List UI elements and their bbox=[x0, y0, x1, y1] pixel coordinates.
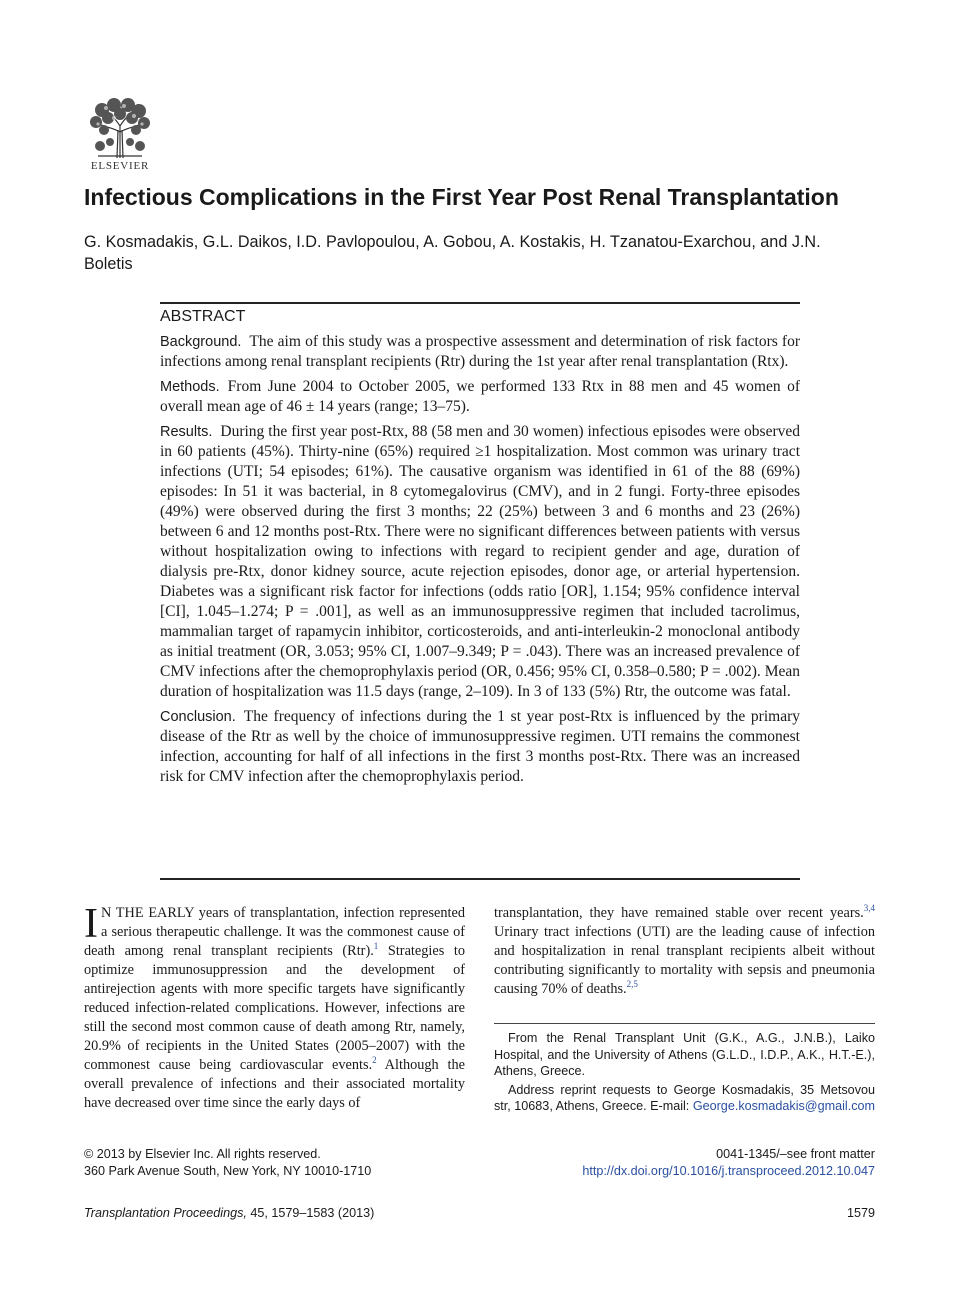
affiliation-text: From the Renal Transplant Unit (G.K., A.G., J.N.B.), Laiko Hospital, and the University of Athens (G.L.D., I.D.P., A.K., H.T.-E.), Athens, Greece. bbox=[494, 1031, 875, 1078]
copyright-line: © 2013 by Elsevier Inc. All rights reserved. bbox=[84, 1147, 321, 1161]
results-text: During the first year post-Rtx, 88 (58 men and 30 women) infectious episodes were observed in 60 patients (45%). Thirty-nine (65%) required ≥1 hospitalization. Most common was urinary tract infections (UTI; 54 episodes; 61%). The causative organism was identified in 61 of the 88 (69%) episodes: In 51 it was bacterial, in 8 cytomegalovirus (CMV), and in 2 fungi. Forty-three episodes (49%) were observed during the first 3 months; 22 (25%) between 3 and 6 months and 23 (26%) between 6 and 12 months post-Rtx. There were no significant differences between patients with versus without hospitalization owing to infections with regard to recipient gender and age, duration of dialysis pre-Rtx, donor kidney source, acute rejection episodes, donor age, or arterial hypertension. Diabetes was a significant risk factor for infections (odds ratio [OR], 1.154; 95% confidence interval [CI], 1.045–1.274; P = .001], as well as an immunosuppressive regimen that included tacrolimus, mammalian target of rapamycin inhibitor, corticosteroids, and anti-interleukin-2 monoclonal antibody as initial treatment (OR, 3.053; 95% CI, 1.007–9.349; P = .043). There was an increased prevalence of CMV infections after the chemoprophylaxis period (OR, 0.456; 95% CI, 0.358–0.580; P = .002). Mean duration of hospitalization was 11.5 days (range, 2–109). In 3 of 133 (5%) Rtr, the outcome was fatal. bbox=[160, 423, 800, 700]
methods-text: From June 2004 to October 2005, we performed 133 Rtx in 88 men and 45 women of overall mean age of 46 ± 14 years (range; 13–75). bbox=[160, 378, 800, 415]
drop-cap: I bbox=[84, 901, 98, 947]
conclusion-label: Conclusion. bbox=[160, 709, 236, 725]
body-column-right bbox=[494, 904, 875, 999]
body-column-left bbox=[84, 901, 465, 1113]
reprint-address bbox=[494, 1082, 875, 1115]
abstract-conclusion bbox=[160, 707, 800, 787]
abstract-background bbox=[160, 332, 800, 372]
intro-paragraph bbox=[84, 901, 465, 1113]
email-link[interactable]: George.kosmadakis@gmail.com bbox=[692, 1099, 875, 1113]
intro-text-5: Urinary tract infections (UTI) are the leading cause of infection and hospitalization in renal transplant recipients albeit without contributing significantly to mortality with sepsis and pneumonia causing 70% of deaths. bbox=[494, 924, 875, 997]
background-label: Background. bbox=[160, 334, 242, 350]
publisher-address: 360 Park Avenue South, New York, NY 10010-1710 bbox=[84, 1164, 372, 1178]
citation-ref[interactable]: 2 bbox=[372, 1055, 377, 1066]
intro-text-1: N THE EARLY years of transplantation, infection represented a serious therapeutic challenge. It was the commonest cause of death among renal transplant recipients (Rtr). bbox=[84, 905, 465, 959]
background-text: The aim of this study was a prospective assessment and determination of risk factors for infections among renal transplant recipients (Rtr) during the 1st year after renal transplantation (Rtx). bbox=[160, 333, 800, 370]
conclusion-text: The frequency of infections during the 1 st year post-Rtx is influenced by the primary disease of the Rtr as well by the choice of immunosuppressive regimen. UTI remains the commonest infection, accounting for half of all infections in the first 3 months post-Rtx. There was an increased risk for CMV infection after the chemoprophylaxis period. bbox=[160, 708, 800, 785]
journal-name: Transplantation Proceedings, bbox=[84, 1206, 247, 1220]
front-matter-block bbox=[560, 1146, 875, 1180]
author-list: G. Kosmadakis, G.L. Daikos, I.D. Pavlopoulou, A. Gobou, A. Kostakis, H. Tzanatou-Exarchou, and J.N. Boletis bbox=[84, 233, 821, 273]
page-number: 1579 bbox=[846, 1206, 875, 1220]
intro-text-3: Although the overall prevalence of infections and their associated mortality have decreased over time since the early days of bbox=[84, 1057, 465, 1111]
abstract-results bbox=[160, 422, 800, 702]
journal-volume-pages: 45, 1579–1583 (2013) bbox=[246, 1206, 375, 1220]
abstract-body bbox=[160, 332, 800, 792]
methods-label: Methods. bbox=[160, 379, 220, 395]
citation-ref[interactable]: 2,5 bbox=[626, 979, 638, 990]
citation-ref[interactable]: 3,4 bbox=[863, 903, 875, 914]
abstract-bottom-rule bbox=[160, 878, 800, 880]
footnote-rule bbox=[494, 1023, 875, 1024]
article-title: Infectious Complications in the First Year Post Renal Transplantation bbox=[84, 184, 839, 210]
publisher-logo-text: ELSEVIER bbox=[90, 160, 150, 172]
issn-line: 0041-1345/–see front matter bbox=[716, 1147, 875, 1161]
doi-link[interactable]: http://dx.doi.org/10.1016/j.transproceed.2012.10.047 bbox=[582, 1164, 875, 1178]
affiliation-footnote bbox=[494, 1030, 875, 1117]
abstract-heading: ABSTRACT bbox=[160, 308, 246, 325]
results-label: Results. bbox=[160, 424, 213, 440]
citation-ref[interactable]: 1 bbox=[373, 941, 379, 952]
abstract-methods bbox=[160, 377, 800, 417]
intro-text-2: Strategies to optimize immunosuppression and the development of antirejection agents with more specific targets have significantly reduced infection-related complications. However, infections are still the second most common cause of death among Rtr, namely, 20.9% of recipients in the United States (2005–2007) with the commonest cause being cardiovascular events. bbox=[84, 943, 465, 1073]
copyright-block bbox=[84, 1146, 371, 1180]
abstract-top-rule bbox=[160, 302, 800, 304]
journal-citation bbox=[84, 1206, 374, 1220]
intro-paragraph-continued bbox=[494, 904, 875, 999]
reprint-address-text: Address reprint requests to George Kosmadakis, 35 Metsovou str, 10683, Athens, Greece. E-mail: bbox=[494, 1082, 875, 1113]
intro-text-4: transplantation, they have remained stable over recent years. bbox=[494, 905, 864, 921]
